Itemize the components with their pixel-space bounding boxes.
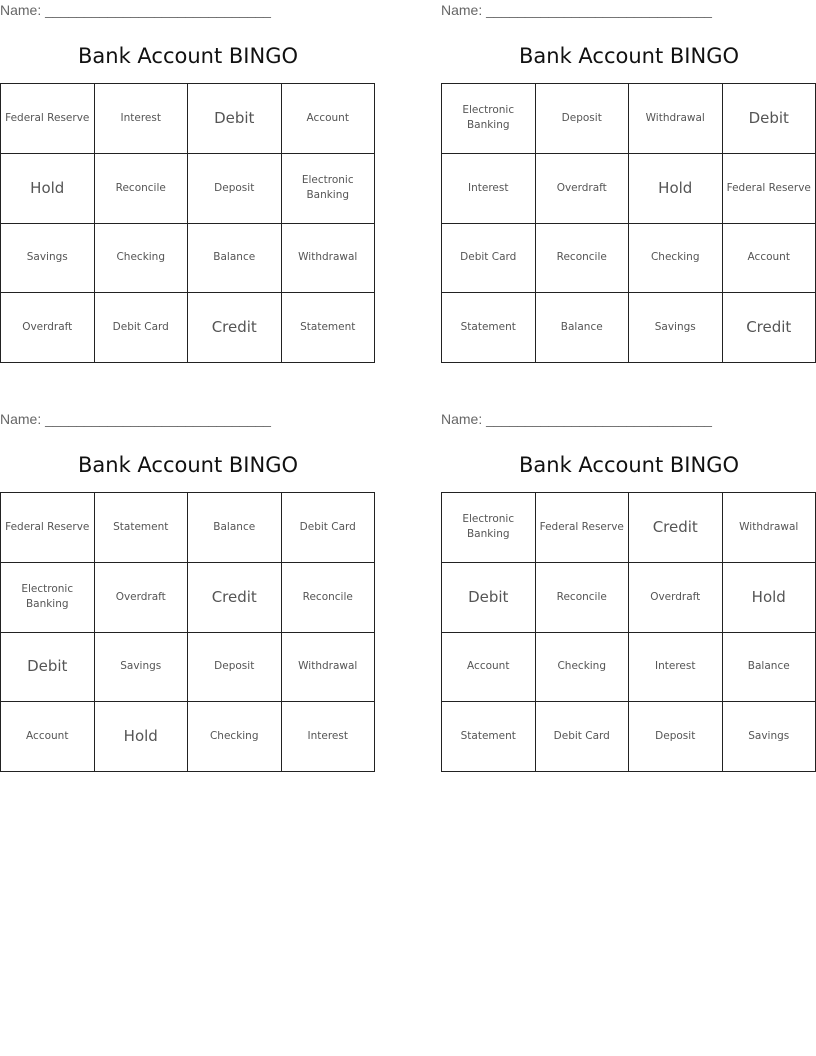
bingo-cell: Withdrawal — [282, 633, 376, 703]
bingo-cell: Savings — [629, 293, 723, 363]
bingo-cell: Federal Reserve — [1, 493, 95, 563]
bingo-cell: Withdrawal — [282, 224, 376, 294]
bingo-cell: Balance — [536, 293, 630, 363]
bingo-cell: Electronic Banking — [1, 563, 95, 633]
bingo-cell: Balance — [723, 633, 816, 703]
bingo-cell: Debit Card — [282, 493, 376, 563]
bingo-cell: Debit Card — [95, 293, 189, 363]
name-field-label: Name: _____________________________ — [441, 2, 712, 18]
bingo-cell: Overdraft — [629, 563, 723, 633]
bingo-cell: Hold — [1, 154, 95, 224]
bingo-cell: Interest — [629, 633, 723, 703]
bingo-cell: Federal Reserve — [536, 493, 630, 563]
bingo-cell: Deposit — [188, 633, 282, 703]
bingo-cell: Checking — [95, 224, 189, 294]
bingo-cell: Savings — [723, 702, 816, 772]
bingo-cell: Checking — [188, 702, 282, 772]
bingo-cell: Overdraft — [536, 154, 630, 224]
bingo-cell: Account — [282, 84, 376, 154]
bingo-cell: Withdrawal — [723, 493, 816, 563]
bingo-cell: Reconcile — [95, 154, 189, 224]
bingo-cell: Statement — [95, 493, 189, 563]
bingo-cell: Electronic Banking — [442, 493, 536, 563]
bingo-grid — [441, 83, 816, 363]
bingo-cell: Overdraft — [95, 563, 189, 633]
bingo-cell: Statement — [282, 293, 376, 363]
bingo-cell: Deposit — [629, 702, 723, 772]
bingo-cell: Withdrawal — [629, 84, 723, 154]
bingo-cell: Credit — [188, 293, 282, 363]
bingo-cell: Debit — [442, 563, 536, 633]
name-field-label: Name: _____________________________ — [441, 411, 712, 427]
bingo-cell: Account — [723, 224, 816, 294]
card-title: Bank Account BINGO — [78, 453, 298, 477]
bingo-cell: Deposit — [188, 154, 282, 224]
bingo-cell: Federal Reserve — [1, 84, 95, 154]
bingo-cell: Federal Reserve — [723, 154, 816, 224]
bingo-cell: Debit — [188, 84, 282, 154]
bingo-cell: Overdraft — [1, 293, 95, 363]
bingo-cell: Credit — [188, 563, 282, 633]
bingo-cell: Deposit — [536, 84, 630, 154]
bingo-cell: Checking — [629, 224, 723, 294]
name-field-label: Name: _____________________________ — [0, 411, 271, 427]
bingo-cell: Credit — [723, 293, 816, 363]
bingo-cell: Interest — [95, 84, 189, 154]
bingo-cell: Electronic Banking — [282, 154, 376, 224]
bingo-cell: Debit — [723, 84, 816, 154]
bingo-cell: Reconcile — [536, 224, 630, 294]
bingo-cell: Debit — [1, 633, 95, 703]
bingo-grid — [441, 492, 816, 772]
card-title: Bank Account BINGO — [519, 453, 739, 477]
bingo-cell: Credit — [629, 493, 723, 563]
bingo-cell: Savings — [95, 633, 189, 703]
bingo-cell: Reconcile — [536, 563, 630, 633]
bingo-cell: Hold — [95, 702, 189, 772]
bingo-cell: Debit Card — [536, 702, 630, 772]
bingo-cell: Balance — [188, 224, 282, 294]
bingo-grid — [0, 492, 375, 772]
bingo-cell: Statement — [442, 293, 536, 363]
bingo-cell: Hold — [629, 154, 723, 224]
bingo-cell: Reconcile — [282, 563, 376, 633]
bingo-cell: Interest — [442, 154, 536, 224]
bingo-cell: Interest — [282, 702, 376, 772]
card-title: Bank Account BINGO — [78, 44, 298, 68]
bingo-cell: Electronic Banking — [442, 84, 536, 154]
bingo-cell: Account — [442, 633, 536, 703]
bingo-cell: Hold — [723, 563, 816, 633]
bingo-cell: Debit Card — [442, 224, 536, 294]
bingo-cell: Balance — [188, 493, 282, 563]
name-field-label: Name: _____________________________ — [0, 2, 271, 18]
bingo-grid — [0, 83, 375, 363]
bingo-cell: Checking — [536, 633, 630, 703]
card-title: Bank Account BINGO — [519, 44, 739, 68]
bingo-cell: Statement — [442, 702, 536, 772]
bingo-cell: Savings — [1, 224, 95, 294]
bingo-cell: Account — [1, 702, 95, 772]
